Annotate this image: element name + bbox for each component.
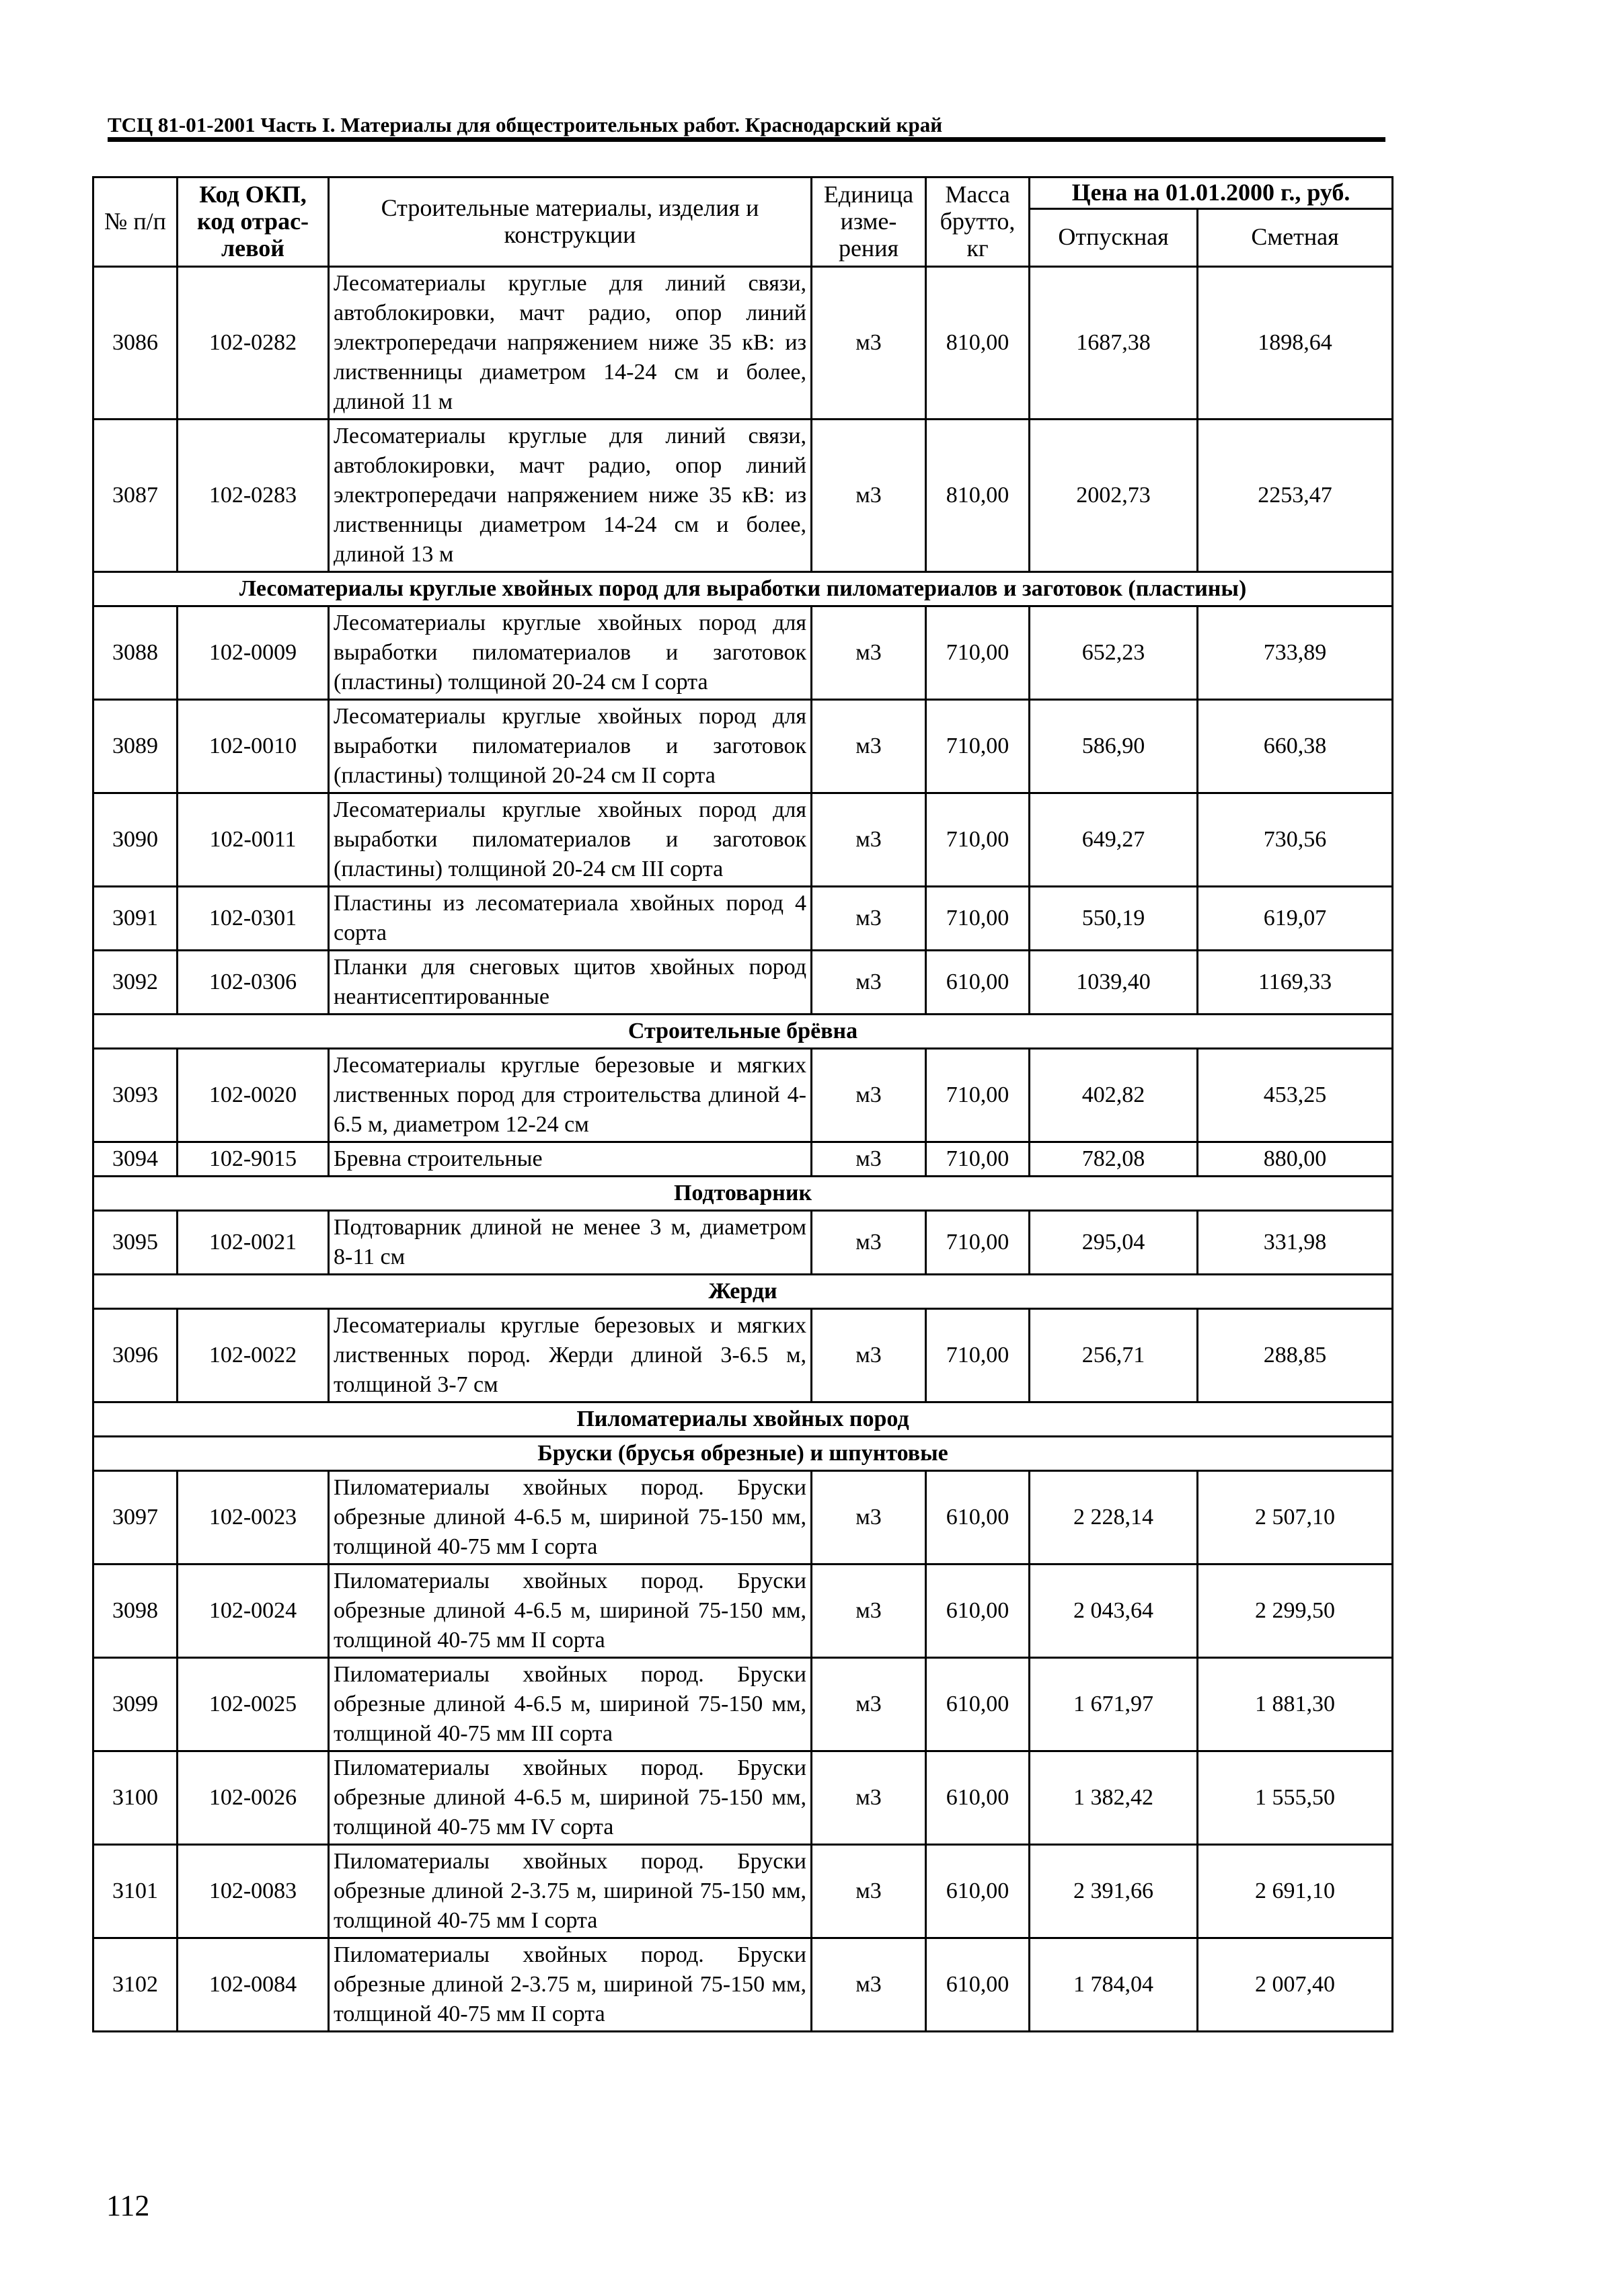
row-price-release: 2002,73 [1030,419,1198,571]
row-unit: м3 [812,886,926,950]
row-price-estimate: 1169,33 [1198,950,1393,1014]
row-mass: 710,00 [926,699,1030,793]
row-num: 3101 [93,1844,178,1938]
table-row [93,1470,1393,1564]
row-description: Бревна строительные [329,1142,812,1176]
row-price-release: 652,23 [1030,606,1198,699]
row-code: 102-0023 [178,1470,329,1564]
row-price-release: 2 391,66 [1030,1844,1198,1938]
row-price-release: 256,71 [1030,1308,1198,1402]
row-num: 3093 [93,1048,178,1142]
row-num: 3090 [93,793,178,886]
row-unit: м3 [812,1142,926,1176]
row-code: 102-9015 [178,1142,329,1176]
row-price-release: 402,82 [1030,1048,1198,1142]
section-title: Лесоматериалы круглые хвойных пород для выработки пиломатериалов и заготовок (пластины) [93,571,1393,606]
row-price-estimate: 453,25 [1198,1048,1393,1142]
col-header-price-release: Отпускная [1030,208,1198,266]
row-code: 102-0020 [178,1048,329,1142]
table-row [93,266,1393,419]
section-header [93,571,1393,606]
col-header-code: Код ОКП, код отрас-левой [178,177,329,267]
row-price-estimate: 2253,47 [1198,419,1393,571]
row-unit: м3 [812,950,926,1014]
row-mass: 610,00 [926,1470,1030,1564]
row-price-estimate: 730,56 [1198,793,1393,886]
row-mass: 710,00 [926,1048,1030,1142]
row-code: 102-0026 [178,1751,329,1844]
row-code: 102-0024 [178,1564,329,1657]
row-price-release: 586,90 [1030,699,1198,793]
table-row [93,606,1393,699]
section-header [93,1436,1393,1470]
price-table [92,176,1393,2032]
row-price-estimate: 733,89 [1198,606,1393,699]
row-description: Подтоварник длиной не менее 3 м, диаметром 8-11 см [329,1210,812,1274]
row-description: Лесоматериалы круглые березовые и мягких лиственных пород для строительства длиной 4-6.5 м, диаметром 12-24 см [329,1048,812,1142]
table-row [93,1308,1393,1402]
table-row [93,1844,1393,1938]
row-code: 102-0306 [178,950,329,1014]
row-num: 3102 [93,1938,178,2031]
row-description: Лесоматериалы круглые березовых и мягких лиственных пород. Жерди длиной 3-6.5 м, толщиной 3-7 см [329,1308,812,1402]
col-header-price-estimate: Сметная [1198,208,1393,266]
section-title: Жерди [93,1274,1393,1308]
row-mass: 610,00 [926,1564,1030,1657]
row-description: Пиломатериалы хвойных пород. Бруски обрезные длиной 2-3.75 м, шириной 75-150 мм, толщиной 40-75 мм II сорта [329,1938,812,2031]
row-mass: 710,00 [926,886,1030,950]
row-unit: м3 [812,1470,926,1564]
row-price-estimate: 2 007,40 [1198,1938,1393,2031]
row-description: Пластины из лесоматериала хвойных пород 4 сорта [329,886,812,950]
row-mass: 610,00 [926,1844,1030,1938]
row-mass: 710,00 [926,1210,1030,1274]
row-price-release: 295,04 [1030,1210,1198,1274]
row-num: 3088 [93,606,178,699]
table-row [93,1751,1393,1844]
row-price-estimate: 660,38 [1198,699,1393,793]
row-price-estimate: 880,00 [1198,1142,1393,1176]
row-unit: м3 [812,1844,926,1938]
table-row [93,1657,1393,1751]
row-price-release: 2 228,14 [1030,1470,1198,1564]
col-header-mass: Масса брутто, кг [926,177,1030,267]
row-code: 102-0025 [178,1657,329,1751]
section-header [93,1014,1393,1048]
row-price-estimate: 1898,64 [1198,266,1393,419]
row-unit: м3 [812,266,926,419]
table-row [93,699,1393,793]
section-title: Строительные брёвна [93,1014,1393,1048]
page-number: 112 [106,2189,150,2222]
row-num: 3098 [93,1564,178,1657]
row-unit: м3 [812,793,926,886]
row-mass: 710,00 [926,606,1030,699]
row-price-estimate: 2 691,10 [1198,1844,1393,1938]
section-title: Пиломатериалы хвойных пород [93,1402,1393,1436]
row-price-release: 649,27 [1030,793,1198,886]
table-row [93,886,1393,950]
row-unit: м3 [812,419,926,571]
section-title: Подтоварник [93,1176,1393,1210]
row-price-estimate: 1 881,30 [1198,1657,1393,1751]
row-num: 3091 [93,886,178,950]
row-price-release: 782,08 [1030,1142,1198,1176]
row-mass: 810,00 [926,419,1030,571]
row-description: Лесоматериалы круглые хвойных пород для выработки пиломатериалов и заготовок (пластины) толщиной 20-24 см II сорта [329,699,812,793]
header-rule [108,137,1385,142]
row-unit: м3 [812,1210,926,1274]
row-num: 3100 [93,1751,178,1844]
row-unit: м3 [812,1308,926,1402]
row-price-release: 1687,38 [1030,266,1198,419]
row-num: 3087 [93,419,178,571]
row-description: Пиломатериалы хвойных пород. Бруски обрезные длиной 2-3.75 м, шириной 75-150 мм, толщиной 40-75 мм I сорта [329,1844,812,1938]
table-row [93,1938,1393,2031]
row-description: Пиломатериалы хвойных пород. Бруски обрезные длиной 4-6.5 м, шириной 75-150 мм, толщиной 40-75 мм IV сорта [329,1751,812,1844]
row-description: Пиломатериалы хвойных пород. Бруски обрезные длиной 4-6.5 м, шириной 75-150 мм, толщиной 40-75 мм III сорта [329,1657,812,1751]
row-price-release: 1 784,04 [1030,1938,1198,2031]
row-price-estimate: 288,85 [1198,1308,1393,1402]
section-header [93,1402,1393,1436]
row-num: 3089 [93,699,178,793]
row-price-estimate: 2 299,50 [1198,1564,1393,1657]
row-description: Лесоматериалы круглые для линий связи, автоблокировки, мачт радио, опор линий электропередачи напряжением ниже 35 кВ: из лиственницы диаметром 14-24 см и более, длиной 13 м [329,419,812,571]
row-num: 3092 [93,950,178,1014]
row-mass: 610,00 [926,1938,1030,2031]
row-num: 3096 [93,1308,178,1402]
row-price-estimate: 619,07 [1198,886,1393,950]
row-code: 102-0011 [178,793,329,886]
row-unit: м3 [812,1657,926,1751]
row-code: 102-0010 [178,699,329,793]
row-unit: м3 [812,606,926,699]
row-code: 102-0083 [178,1844,329,1938]
row-description: Пиломатериалы хвойных пород. Бруски обрезные длиной 4-6.5 м, шириной 75-150 мм, толщиной 40-75 мм I сорта [329,1470,812,1564]
row-mass: 710,00 [926,1142,1030,1176]
row-unit: м3 [812,1938,926,2031]
row-mass: 710,00 [926,1308,1030,1402]
table-row [93,419,1393,571]
row-mass: 610,00 [926,950,1030,1014]
row-description: Планки для снеговых щитов хвойных пород неантисептированные [329,950,812,1014]
row-mass: 810,00 [926,266,1030,419]
row-price-estimate: 2 507,10 [1198,1470,1393,1564]
col-header-price-group: Цена на 01.01.2000 г., руб. [1030,177,1393,209]
row-mass: 610,00 [926,1657,1030,1751]
row-code: 102-0021 [178,1210,329,1274]
row-unit: м3 [812,699,926,793]
row-mass: 610,00 [926,1751,1030,1844]
col-header-unit: Единица изме-рения [812,177,926,267]
row-code: 102-0282 [178,266,329,419]
row-price-estimate: 1 555,50 [1198,1751,1393,1844]
page-header: ТСЦ 81-01-2001 Часть I. Материалы для общестроительных работ. Краснодарский край [108,113,943,136]
row-code: 102-0022 [178,1308,329,1402]
row-price-release: 1 382,42 [1030,1751,1198,1844]
row-num: 3099 [93,1657,178,1751]
table-row [93,950,1393,1014]
table-row [93,793,1393,886]
section-header [93,1274,1393,1308]
col-header-num: № п/п [93,177,178,267]
row-num: 3095 [93,1210,178,1274]
section-header [93,1176,1393,1210]
row-unit: м3 [812,1751,926,1844]
row-description: Лесоматериалы круглые хвойных пород для выработки пиломатериалов и заготовок (пластины) толщиной 20-24 см III сорта [329,793,812,886]
row-description: Лесоматериалы круглые для линий связи, автоблокировки, мачт радио, опор линий электропередачи напряжением ниже 35 кВ: из лиственницы диаметром 14-24 см и более, длиной 11 м [329,266,812,419]
row-num: 3097 [93,1470,178,1564]
row-description: Лесоматериалы круглые хвойных пород для выработки пиломатериалов и заготовок (пластины) толщиной 20-24 см I сорта [329,606,812,699]
row-price-release: 1039,40 [1030,950,1198,1014]
row-price-release: 2 043,64 [1030,1564,1198,1657]
row-description: Пиломатериалы хвойных пород. Бруски обрезные длиной 4-6.5 м, шириной 75-150 мм, толщиной 40-75 мм II сорта [329,1564,812,1657]
table-row [93,1048,1393,1142]
table-row [93,1210,1393,1274]
row-code: 102-0301 [178,886,329,950]
table-row [93,1142,1393,1176]
row-mass: 710,00 [926,793,1030,886]
row-price-estimate: 331,98 [1198,1210,1393,1274]
row-num: 3094 [93,1142,178,1176]
section-title: Бруски (брусья обрезные) и шпунтовые [93,1436,1393,1470]
row-code: 102-0084 [178,1938,329,2031]
row-code: 102-0009 [178,606,329,699]
col-header-name: Строительные материалы, изделия и конструкции [329,177,812,267]
row-price-release: 1 671,97 [1030,1657,1198,1751]
row-price-release: 550,19 [1030,886,1198,950]
row-unit: м3 [812,1048,926,1142]
row-num: 3086 [93,266,178,419]
table-row [93,1564,1393,1657]
row-code: 102-0283 [178,419,329,571]
row-unit: м3 [812,1564,926,1657]
